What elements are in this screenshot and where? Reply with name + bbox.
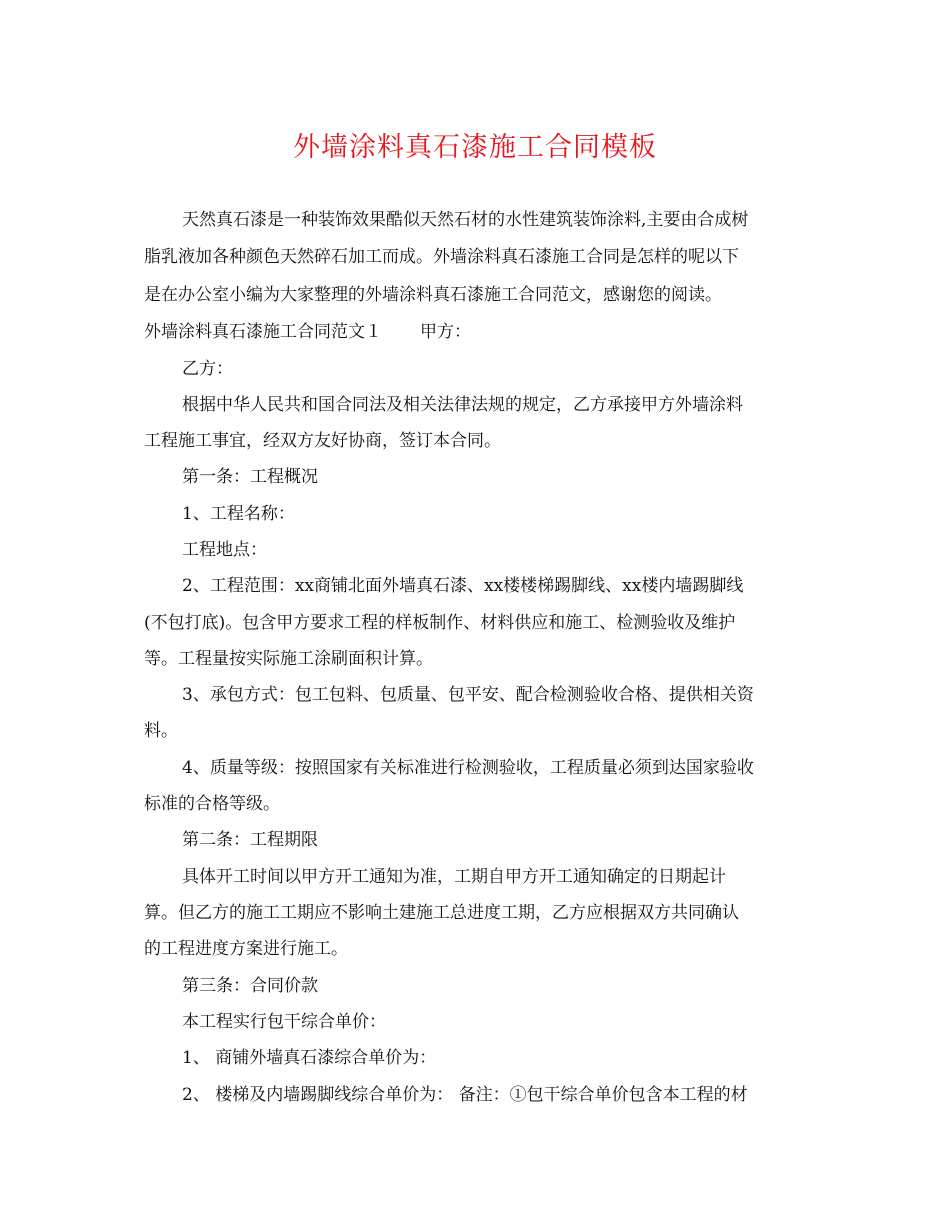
paragraph-line: 等。工程量按实际施工涂刷面积计算。 (144, 649, 433, 669)
article-heading: 第三条：合同价款 (182, 976, 318, 996)
article-heading: 第一条：工程概况 (182, 467, 318, 487)
paragraph-line: 4、质量等级：按照国家有关标准进行检测验收，工程质量必须到达国家验收 (182, 758, 754, 778)
paragraph-line: 根据中华人民共和国合同法及相关法律法规的规定，乙方承接甲方外墙涂料 (182, 395, 743, 415)
paragraph-line: 工程地点： (182, 540, 267, 560)
paragraph-line: 算。但乙方的施工工期应不影响土建施工总进度工期，乙方应根据双方共同确认 (144, 903, 739, 923)
paragraph-line: 料。 (144, 721, 178, 741)
party-a-label: 甲方： (420, 322, 471, 342)
paragraph-line: 本工程实行包干综合单价： (182, 1012, 386, 1032)
paragraph-line: 是在办公室小编为大家整理的外墙涂料真石漆施工合同范文，感谢您的阅读。 (144, 285, 722, 305)
paragraph-line: 的工程进度方案进行施工。 (144, 939, 348, 959)
paragraph-line: 具体开工时间以甲方开工通知为准，工期自甲方开工通知确定的日期起计 (182, 867, 726, 887)
sample-title: 外墙涂料真石漆施工合同范文１ (144, 322, 382, 342)
paragraph-line: 2、 楼梯及内墙踢脚线综合单价为： 备注：①包干综合单价包含本工程的材 (182, 1085, 748, 1105)
section-heading-line (144, 320, 471, 344)
paragraph-line: (不包打底)。包含甲方要求工程的样板制作、材料供应和施工、检测验收及维护 (144, 613, 736, 633)
paragraph-line: 脂乳液加各种颜色天然碎石加工而成。外墙涂料真石漆施工合同是怎样的呢以下 (144, 247, 739, 267)
article-heading: 第二条：工程期限 (182, 830, 318, 850)
paragraph-line: 标准的合格等级。 (144, 794, 280, 814)
paragraph-line: 1、工程名称： (182, 504, 295, 524)
paragraph-line: 3、承包方式：包工包料、包质量、包平安、配合检测验收合格、提供相关资 (182, 685, 754, 705)
paragraph-line: 工程施工事宜，经双方友好协商，签订本合同。 (144, 431, 501, 451)
paragraph-line: 天然真石漆是一种装饰效果酷似天然石材的水性建筑装饰涂料,主要由合成树 (182, 210, 749, 230)
party-b-label: 乙方： (182, 359, 233, 379)
paragraph-line: 1、 商铺外墙真石漆综合单价为： (182, 1048, 437, 1068)
paragraph-line: 2、工程范围：xx商铺北面外墙真石漆、xx楼楼梯踢脚线、xx楼内墙踢脚线 (182, 576, 744, 596)
document-title: 外墙涂料真石漆施工合同模板 (293, 132, 657, 163)
